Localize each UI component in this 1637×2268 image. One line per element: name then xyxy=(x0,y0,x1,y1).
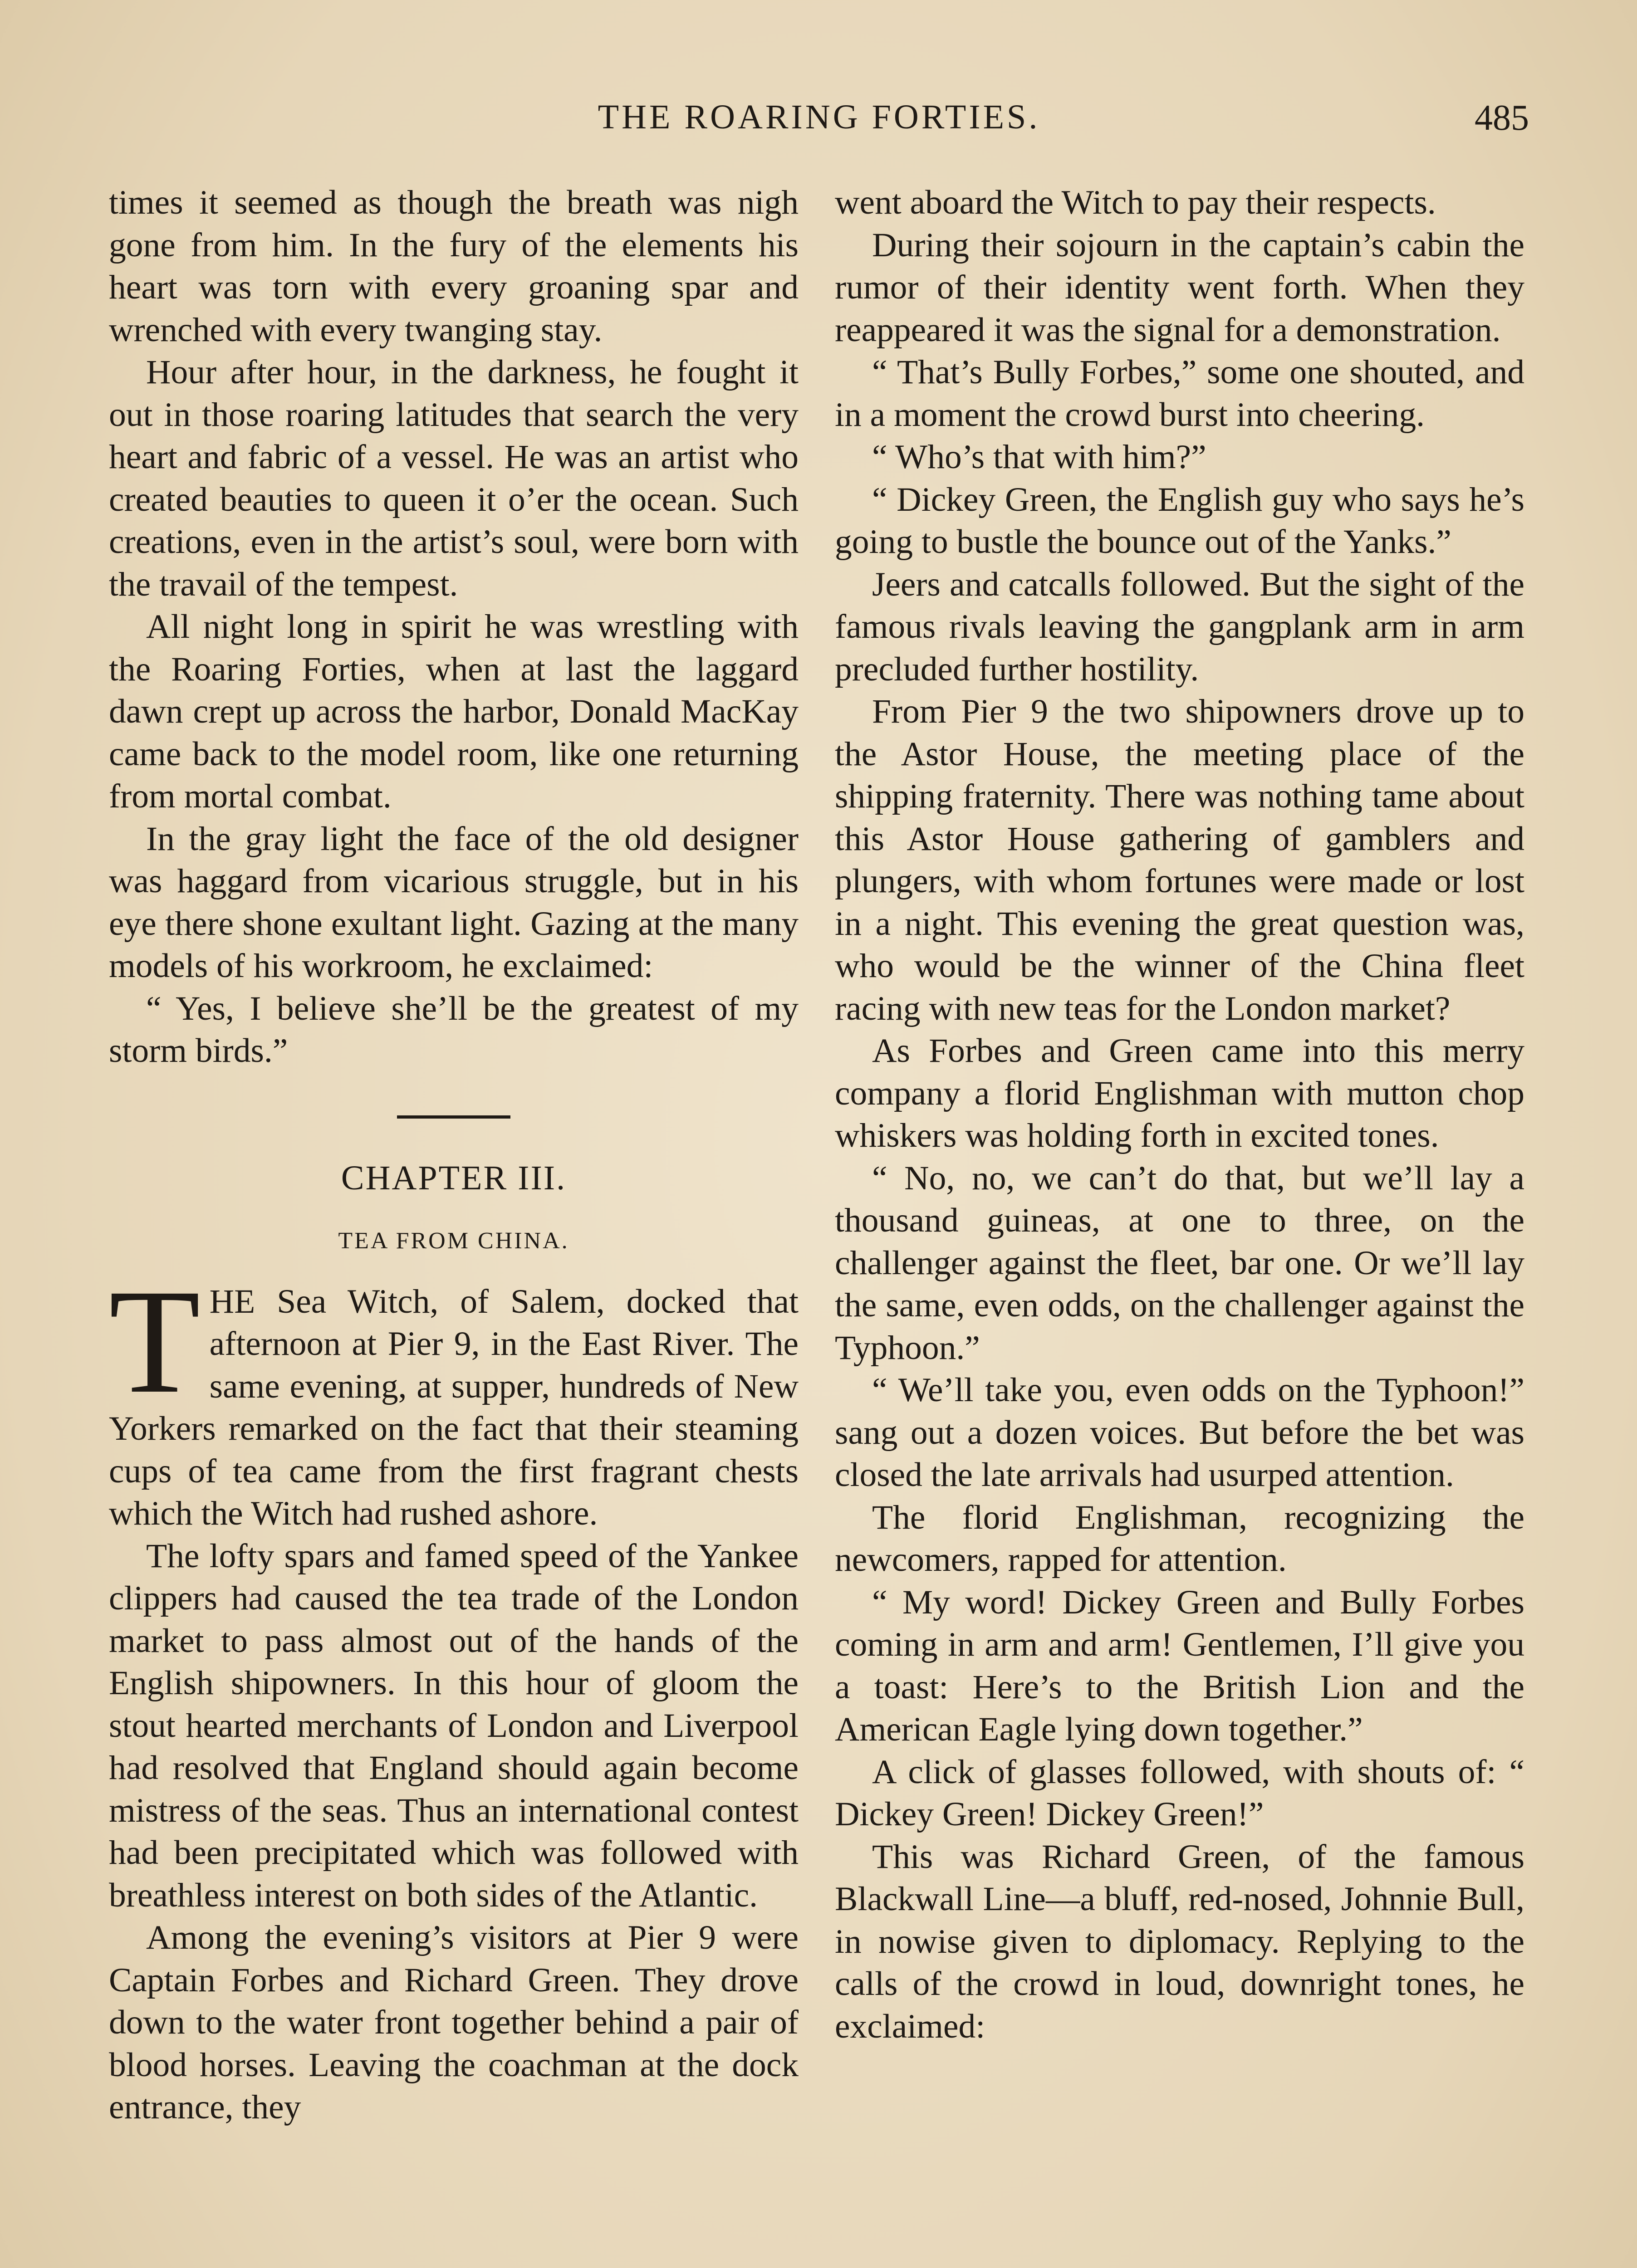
chapter-subtitle: TEA FROM CHINA. xyxy=(338,1228,569,1254)
paragraph: “ Dickey Green, the English guy who says he’s going to bustle the bounce out of the Yanks.” xyxy=(835,480,1524,561)
right-column xyxy=(835,181,1524,2048)
paragraph: “ My word! Dickey Green and Bully Forbes coming in arm and arm! Gentlemen, I’ll give you a toast: Here’s to the British Lion and the American Eagle lying down together.” xyxy=(835,1583,1524,1748)
opening-text: HE Sea Witch, of Salem, docked that afternoon at Pier 9, in the East River. The same evening, at supper, hundreds of New Yorkers remarked on the fact that their steaming cups of tea came from the first fragrant chests which the Witch had rushed ashore. xyxy=(109,1282,799,1532)
paragraph: As Forbes and Green came into this merry company a florid Englishman with mutton chop whiskers was holding forth in excited tones. xyxy=(835,1032,1524,1154)
paragraph: Among the evening’s visitors at Pier 9 were Captain Forbes and Richard Green. They drove down to the water front together behind a pair of blood horses. Leaving the coachman at the dock entrance, they xyxy=(109,1919,799,2126)
page-header xyxy=(109,98,1529,152)
paragraph: In the gray light the face of the old designer was haggard from vicarious struggle, but in his eye there shone exultant light. Gazing at the many models of his workroom, he exclaimed: xyxy=(109,820,799,985)
paragraph: During their sojourn in the captain’s cabin the rumor of their identity went forth. When they reappeared it was the signal for a demonstration. xyxy=(835,226,1524,349)
paragraph: All night long in spirit he was wrestling with the Roaring Forties, when at last the laggard dawn crept up across the harbor, Donald MacKay came back to the model room, like one returning from mortal combat. xyxy=(109,608,799,815)
paragraph: “ That’s Bully Forbes,” some one shouted, and in a moment the crowd burst into cheering. xyxy=(835,353,1524,434)
drop-cap: T xyxy=(109,1258,201,1424)
paragraph: “ Who’s that with him?” xyxy=(872,438,1206,476)
paragraph: The lofty spars and famed speed of the Yankee clippers had caused the tea trade of the London market to pass almost out of the hands of the English shipowners. In this hour of gloom the stout hearted merchants of London and Liverpool had resolved that England should again become mistress of the seas. Thus an international contest had been precipitated which was followed with breathless interest on both sides of the Atlantic. xyxy=(109,1537,799,1914)
paragraph: The florid Englishman, recognizing the newcomers, rapped for attention. xyxy=(835,1498,1524,1579)
section-divider xyxy=(397,1115,510,1119)
paragraph: “ We’ll take you, even odds on the Typhoon!” sang out a dozen voices. But before the bet was closed the late arrivals had usurped attention. xyxy=(835,1371,1524,1494)
paragraph: “ No, no, we can’t do that, but we’ll lay a thousand guineas, at one to three, on the challenger against the fleet, bar one. Or we’ll lay the same, even odds, on the challenger against the Typhoon.” xyxy=(835,1159,1524,1367)
paragraph: went aboard the Witch to pay their respects. xyxy=(835,184,1436,221)
paragraph: Jeers and catcalls followed. But the sight of the famous rivals leaving the gangplank arm in arm precluded further hostility. xyxy=(835,565,1524,688)
paragraph: From Pier 9 the two shipowners drove up to the Astor House, the meeting place of the shipping fraternity. There was nothing tame about this Astor House gathering of gamblers and plungers, with whom fortunes were made or lost in a night. This evening the great question was, who would be the winner of the China fleet racing with new teas for the London market? xyxy=(835,693,1524,1027)
paragraph: Hour after hour, in the darkness, he fought it out in those roaring latitudes that search the very heart and fabric of a vessel. He was an artist who created beauties to queen it o’er the ocean. Such creations, even in the artist’s soul, were born with the travail of the tempest. xyxy=(109,353,799,603)
left-column xyxy=(109,181,799,2129)
chapter-opening-paragraph xyxy=(109,1258,799,1535)
paragraph: A click of glasses followed, with shouts of: “ Dickey Green! Dickey Green!” xyxy=(835,1753,1524,1833)
running-head: THE ROARING FORTIES. xyxy=(598,98,1040,136)
page-number: 485 xyxy=(1475,98,1529,138)
chapter-heading: CHAPTER III. xyxy=(341,1158,567,1197)
paragraph: times it seemed as though the breath was nigh gone from him. In the fury of the elements his heart was torn with every groaning spar and wrenched with every twanging stay. xyxy=(109,184,799,349)
paragraph: “ Yes, I believe she’ll be the greatest of my storm birds.” xyxy=(109,989,799,1070)
paragraph: This was Richard Green, of the famous Blackwall Line—a bluff, red-nosed, Johnnie Bull, in nowise given to diplomacy. Replying to the calls of the crowd in loud, downright tones, he exclaimed: xyxy=(835,1838,1524,2045)
